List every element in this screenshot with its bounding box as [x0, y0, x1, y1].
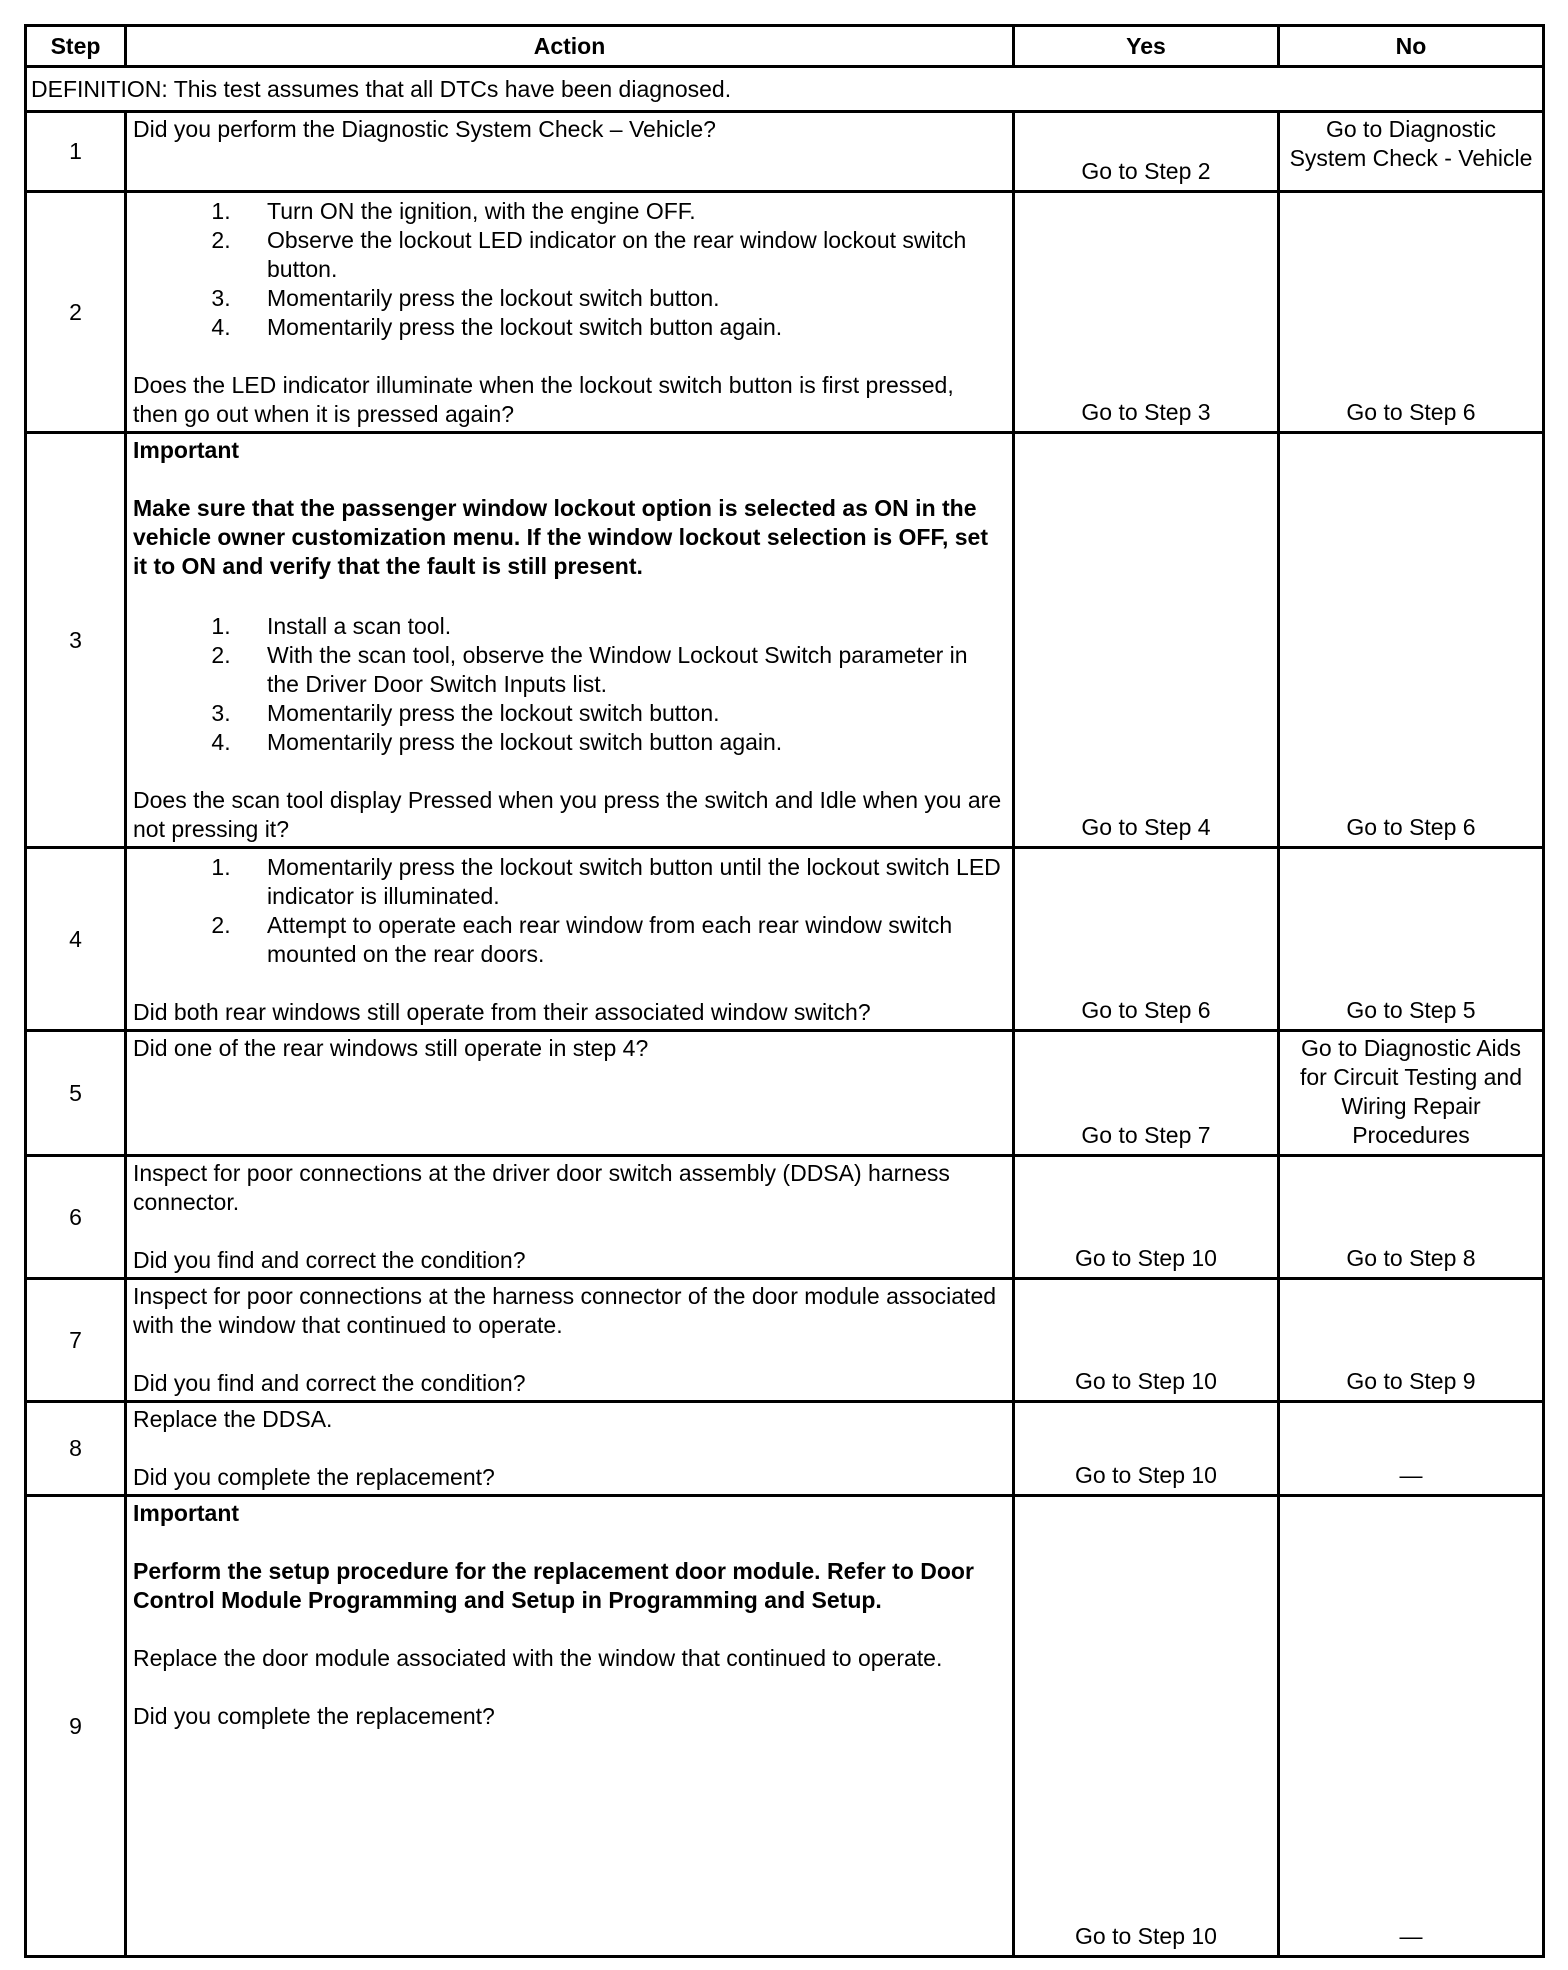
list-item: 4. Momentarily press the lockout switch button again. — [237, 728, 1004, 757]
yes-cell: Go to Step 6 — [1014, 848, 1279, 1031]
step-number: 6 — [26, 1156, 126, 1279]
important-heading: Important — [133, 437, 240, 463]
question-text: Did you perform the Diagnostic System Check – Vehicle? — [133, 116, 716, 142]
action-cell — [126, 1496, 1014, 1957]
list-item: 2. Attempt to operate each rear window from each rear window switch mounted on the rear doors. — [237, 911, 1004, 969]
definition-text: DEFINITION: This test assumes that all DTCs have been diagnosed. — [26, 67, 1544, 112]
instruction-text: Inspect for poor connections at the harness connector of the door module associated with the window that continued to operate. — [133, 1283, 997, 1338]
list-item: 2. With the scan tool, observe the Window Lockout Switch parameter in the Driver Door Switch Inputs list. — [237, 641, 1004, 699]
list-item: 4. Momentarily press the lockout switch button again. — [237, 313, 1004, 342]
instruction-list — [133, 612, 1004, 757]
header-yes: Yes — [1014, 26, 1279, 67]
no-cell: Go to Diagnostic System Check - Vehicle — [1279, 112, 1544, 192]
yes-cell: Go to Step 10 — [1014, 1156, 1279, 1279]
no-cell: Go to Diagnostic Aids for Circuit Testing and Wiring Repair Procedures — [1279, 1031, 1544, 1156]
step-number: 3 — [26, 433, 126, 848]
step-number: 9 — [26, 1496, 126, 1957]
important-heading: Important — [133, 1500, 240, 1526]
question-text: Did you find and correct the condition? — [133, 1247, 526, 1273]
instruction-list — [133, 853, 1004, 969]
question-text: Does the scan tool display Pressed when you press the switch and Idle when you are not pressing it? — [133, 787, 1002, 842]
action-cell — [126, 433, 1014, 848]
action-cell — [126, 1402, 1014, 1496]
step-number: 2 — [26, 192, 126, 433]
no-cell: Go to Step 5 — [1279, 848, 1544, 1031]
yes-cell: Go to Step 10 — [1014, 1402, 1279, 1496]
list-item: 1. Turn ON the ignition, with the engine OFF. — [237, 197, 1004, 226]
header-row — [26, 26, 1544, 67]
list-item: 1. Momentarily press the lockout switch button until the lockout switch LED indicator is illuminated. — [237, 853, 1004, 911]
table-row — [26, 112, 1544, 192]
instruction-text: Replace the door module associated with the window that continued to operate. — [133, 1645, 943, 1671]
step-number: 7 — [26, 1279, 126, 1402]
yes-cell: Go to Step 4 — [1014, 433, 1279, 848]
no-cell: Go to Step 8 — [1279, 1156, 1544, 1279]
table-row — [26, 1402, 1544, 1496]
table-row — [26, 1156, 1544, 1279]
yes-cell: Go to Step 3 — [1014, 192, 1279, 433]
yes-cell: Go to Step 10 — [1014, 1496, 1279, 1957]
list-item: 2. Observe the lockout LED indicator on the rear window lockout switch button. — [237, 226, 1004, 284]
list-item: 3. Momentarily press the lockout switch button. — [237, 699, 1004, 728]
no-cell: Go to Step 6 — [1279, 433, 1544, 848]
yes-cell: Go to Step 2 — [1014, 112, 1279, 192]
action-cell — [126, 1156, 1014, 1279]
table-row — [26, 1496, 1544, 1957]
definition-row — [26, 67, 1544, 112]
important-note: Perform the setup procedure for the replacement door module. Refer to Door Control Module Programming and Setup in Programming and Setup. — [133, 1558, 974, 1613]
no-cell: — — [1279, 1496, 1544, 1957]
yes-cell: Go to Step 7 — [1014, 1031, 1279, 1156]
action-cell — [126, 1031, 1014, 1156]
question-text: Did both rear windows still operate from their associated window switch? — [133, 999, 871, 1025]
no-cell: Go to Step 6 — [1279, 192, 1544, 433]
no-cell: — — [1279, 1402, 1544, 1496]
action-cell — [126, 1279, 1014, 1402]
step-number: 4 — [26, 848, 126, 1031]
table-row — [26, 433, 1544, 848]
step-number: 1 — [26, 112, 126, 192]
step-number: 8 — [26, 1402, 126, 1496]
no-cell: Go to Step 9 — [1279, 1279, 1544, 1402]
table-row — [26, 192, 1544, 433]
instruction-text: Replace the DDSA. — [133, 1406, 333, 1432]
action-cell — [126, 192, 1014, 433]
question-text: Does the LED indicator illuminate when the lockout switch button is first pressed, then go out when it is pressed again? — [133, 372, 954, 427]
instruction-list — [133, 197, 1004, 342]
step-number: 5 — [26, 1031, 126, 1156]
question-text: Did you complete the replacement? — [133, 1703, 495, 1729]
table-row — [26, 1031, 1544, 1156]
action-cell — [126, 848, 1014, 1031]
yes-cell: Go to Step 10 — [1014, 1279, 1279, 1402]
list-item: 1. Install a scan tool. — [237, 612, 1004, 641]
table-row — [26, 848, 1544, 1031]
header-step: Step — [26, 26, 126, 67]
question-text: Did you complete the replacement? — [133, 1464, 495, 1490]
question-text: Did one of the rear windows still operate in step 4? — [133, 1035, 649, 1061]
action-cell — [126, 112, 1014, 192]
instruction-text: Inspect for poor connections at the driver door switch assembly (DDSA) harness connector. — [133, 1160, 950, 1215]
header-no: No — [1279, 26, 1544, 67]
important-note: Make sure that the passenger window lockout option is selected as ON in the vehicle owner customization menu. If the window lockout selection is OFF, set it to ON and verify that the fault is still present. — [133, 495, 988, 579]
header-action: Action — [126, 26, 1014, 67]
question-text: Did you find and correct the condition? — [133, 1370, 526, 1396]
list-item: 3. Momentarily press the lockout switch button. — [237, 284, 1004, 313]
table-row — [26, 1279, 1544, 1402]
diagnostic-table — [24, 24, 1545, 1958]
